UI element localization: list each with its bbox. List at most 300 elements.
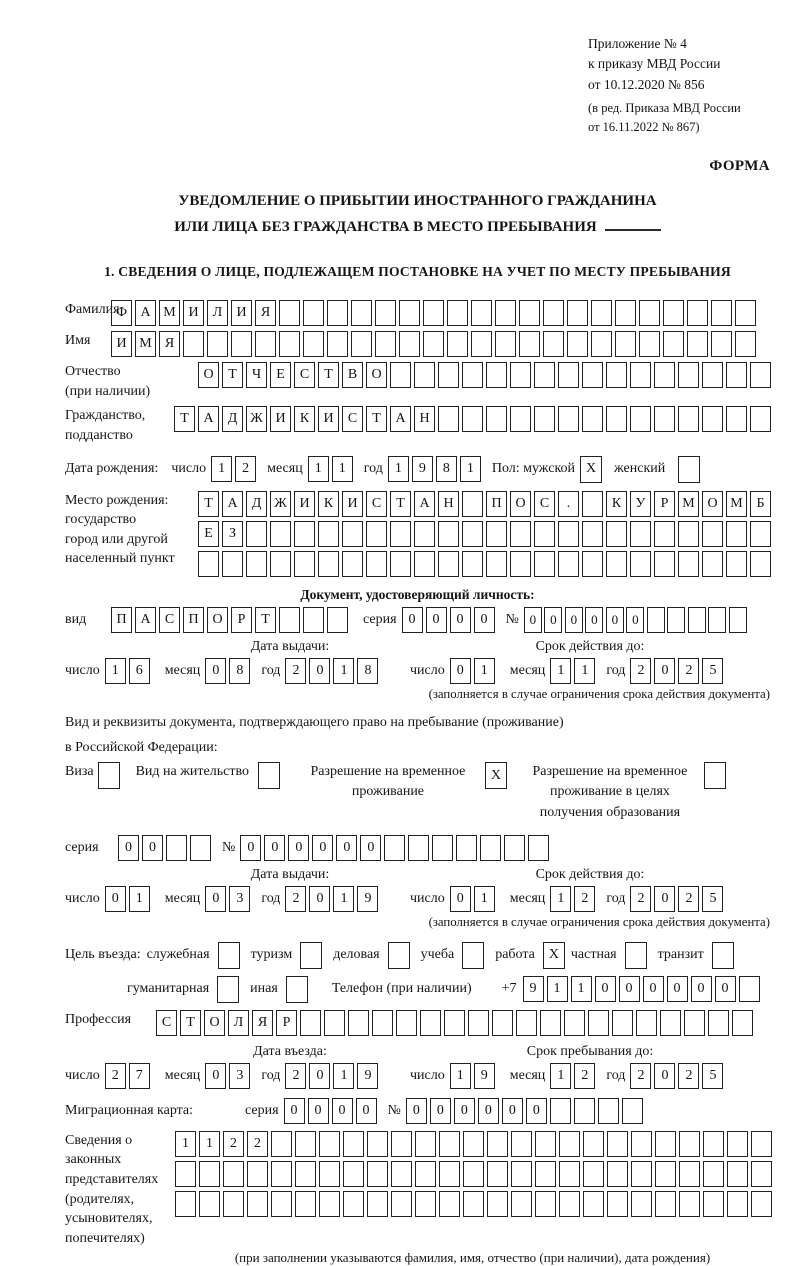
char-box[interactable] (366, 521, 387, 547)
char-box[interactable]: 2 (678, 658, 699, 684)
char-box[interactable] (414, 362, 435, 388)
char-box[interactable]: К (318, 491, 339, 517)
char-box[interactable] (574, 1098, 595, 1124)
char-box[interactable] (343, 1161, 364, 1187)
char-box[interactable]: 0 (667, 976, 688, 1002)
char-box[interactable] (534, 362, 555, 388)
char-box[interactable]: 2 (105, 1063, 126, 1089)
char-box[interactable]: 0 (595, 976, 616, 1002)
char-box[interactable] (294, 521, 315, 547)
char-box[interactable]: 8 (436, 456, 457, 482)
char-box[interactable]: 1 (547, 976, 568, 1002)
char-box[interactable] (607, 1191, 628, 1217)
char-box[interactable]: 0 (691, 976, 712, 1002)
char-box[interactable] (295, 1191, 316, 1217)
char-box[interactable]: 2 (574, 1063, 595, 1089)
char-box[interactable]: 0 (565, 607, 583, 633)
char-box[interactable] (582, 362, 603, 388)
char-box[interactable] (279, 331, 300, 357)
char-box[interactable] (414, 551, 435, 577)
char-box[interactable] (327, 331, 348, 357)
char-box[interactable] (631, 1161, 652, 1187)
char-box[interactable] (735, 331, 756, 357)
char-box[interactable] (535, 1161, 556, 1187)
char-box[interactable] (678, 406, 699, 432)
char-box[interactable] (591, 331, 612, 357)
char-box[interactable]: 0 (654, 886, 675, 912)
char-box[interactable]: 0 (360, 835, 381, 861)
char-box[interactable]: О (207, 607, 228, 633)
char-box[interactable]: 1 (333, 1063, 354, 1089)
char-box[interactable] (598, 1098, 619, 1124)
char-box[interactable] (303, 331, 324, 357)
char-box[interactable] (687, 331, 708, 357)
char-box[interactable]: А (135, 300, 156, 326)
char-box[interactable]: С (342, 406, 363, 432)
char-box[interactable] (462, 521, 483, 547)
char-box[interactable] (630, 521, 651, 547)
char-box[interactable] (447, 331, 468, 357)
char-box[interactable]: 0 (205, 658, 226, 684)
char-box[interactable] (687, 300, 708, 326)
char-box[interactable]: С (159, 607, 180, 633)
char-box[interactable] (463, 1131, 484, 1157)
char-box[interactable] (636, 1010, 657, 1036)
char-box[interactable]: 9 (357, 886, 378, 912)
char-box[interactable] (558, 362, 579, 388)
char-box[interactable] (175, 1191, 196, 1217)
char-box[interactable]: 2 (285, 886, 306, 912)
char-box[interactable] (543, 331, 564, 357)
char-box[interactable]: 1 (333, 886, 354, 912)
char-box[interactable] (415, 1161, 436, 1187)
char-box[interactable]: 0 (264, 835, 285, 861)
char-box[interactable] (207, 331, 228, 357)
char-box[interactable] (564, 1010, 585, 1036)
char-box[interactable] (415, 1131, 436, 1157)
char-box[interactable] (343, 1191, 364, 1217)
char-box[interactable] (558, 406, 579, 432)
char-box[interactable]: 0 (654, 658, 675, 684)
char-box[interactable] (492, 1010, 513, 1036)
char-box[interactable] (750, 521, 771, 547)
char-box[interactable]: 2 (285, 658, 306, 684)
char-box[interactable] (567, 300, 588, 326)
char-box[interactable] (390, 521, 411, 547)
char-box[interactable]: 0 (118, 835, 139, 861)
char-box[interactable] (463, 1161, 484, 1187)
char-box[interactable]: И (183, 300, 204, 326)
char-box[interactable]: О (366, 362, 387, 388)
char-box[interactable] (414, 521, 435, 547)
char-box[interactable]: 1 (388, 456, 409, 482)
char-box[interactable]: 2 (247, 1131, 268, 1157)
char-box[interactable] (534, 551, 555, 577)
char-box[interactable]: 1 (474, 886, 495, 912)
char-box[interactable] (606, 406, 627, 432)
char-box[interactable]: 0 (205, 886, 226, 912)
char-box[interactable]: 1 (308, 456, 329, 482)
char-box[interactable] (462, 406, 483, 432)
char-box[interactable]: 1 (571, 976, 592, 1002)
char-box[interactable]: Т (255, 607, 276, 633)
char-box[interactable]: Ч (246, 362, 267, 388)
char-box[interactable] (559, 1161, 580, 1187)
char-box[interactable] (558, 521, 579, 547)
char-box[interactable]: В (342, 362, 363, 388)
char-box[interactable] (703, 1161, 724, 1187)
char-box[interactable] (183, 331, 204, 357)
purpose-business-trip-checkbox[interactable] (218, 942, 240, 969)
char-box[interactable] (270, 551, 291, 577)
char-box[interactable] (511, 1191, 532, 1217)
char-box[interactable]: П (111, 607, 132, 633)
char-box[interactable] (247, 1191, 268, 1217)
char-box[interactable]: 3 (229, 886, 250, 912)
char-box[interactable] (279, 607, 300, 633)
char-box[interactable] (367, 1161, 388, 1187)
char-box[interactable]: 2 (630, 658, 651, 684)
char-box[interactable] (384, 835, 405, 861)
char-box[interactable]: 2 (235, 456, 256, 482)
char-box[interactable]: 8 (229, 658, 250, 684)
char-box[interactable]: 0 (450, 886, 471, 912)
char-box[interactable]: 0 (502, 1098, 523, 1124)
char-box[interactable]: Ж (246, 406, 267, 432)
char-box[interactable] (420, 1010, 441, 1036)
char-box[interactable]: Т (222, 362, 243, 388)
char-box[interactable]: 1 (450, 1063, 471, 1089)
char-box[interactable] (708, 1010, 729, 1036)
char-box[interactable] (351, 331, 372, 357)
temp-residence-education-checkbox[interactable] (704, 762, 726, 789)
char-box[interactable] (480, 835, 501, 861)
char-box[interactable] (583, 1161, 604, 1187)
char-box[interactable]: М (135, 331, 156, 357)
char-box[interactable] (415, 1191, 436, 1217)
char-box[interactable]: Я (255, 300, 276, 326)
char-box[interactable] (582, 521, 603, 547)
char-box[interactable] (438, 521, 459, 547)
char-box[interactable]: 0 (430, 1098, 451, 1124)
char-box[interactable]: И (231, 300, 252, 326)
char-box[interactable]: 1 (332, 456, 353, 482)
char-box[interactable] (438, 551, 459, 577)
char-box[interactable] (487, 1191, 508, 1217)
char-box[interactable] (630, 362, 651, 388)
char-box[interactable]: 0 (450, 658, 471, 684)
char-box[interactable] (342, 521, 363, 547)
char-box[interactable]: И (318, 406, 339, 432)
char-box[interactable] (372, 1010, 393, 1036)
char-box[interactable] (399, 300, 420, 326)
char-box[interactable]: Т (198, 491, 219, 517)
char-box[interactable] (510, 521, 531, 547)
char-box[interactable] (702, 362, 723, 388)
char-box[interactable]: С (156, 1010, 177, 1036)
char-box[interactable] (486, 406, 507, 432)
char-box[interactable] (391, 1191, 412, 1217)
char-box[interactable] (751, 1161, 772, 1187)
char-box[interactable] (663, 331, 684, 357)
char-box[interactable] (654, 551, 675, 577)
char-box[interactable]: 0 (454, 1098, 475, 1124)
char-box[interactable]: Т (318, 362, 339, 388)
char-box[interactable] (679, 1131, 700, 1157)
char-box[interactable] (663, 300, 684, 326)
char-box[interactable] (750, 551, 771, 577)
char-box[interactable]: К (606, 491, 627, 517)
char-box[interactable]: 9 (357, 1063, 378, 1089)
char-box[interactable]: 2 (678, 886, 699, 912)
char-box[interactable] (534, 521, 555, 547)
char-box[interactable] (246, 551, 267, 577)
char-box[interactable] (486, 362, 507, 388)
char-box[interactable]: 1 (474, 658, 495, 684)
char-box[interactable] (510, 551, 531, 577)
char-box[interactable]: Я (252, 1010, 273, 1036)
char-box[interactable] (495, 300, 516, 326)
char-box[interactable] (708, 607, 726, 633)
char-box[interactable]: И (111, 331, 132, 357)
char-box[interactable] (271, 1131, 292, 1157)
char-box[interactable] (519, 300, 540, 326)
char-box[interactable] (559, 1131, 580, 1157)
char-box[interactable]: 1 (550, 658, 571, 684)
char-box[interactable]: 0 (450, 607, 471, 633)
char-box[interactable] (630, 406, 651, 432)
char-box[interactable] (510, 406, 531, 432)
char-box[interactable]: 1 (199, 1131, 220, 1157)
purpose-private-checkbox[interactable] (625, 942, 647, 969)
char-box[interactable] (342, 551, 363, 577)
char-box[interactable] (399, 331, 420, 357)
char-box[interactable] (519, 331, 540, 357)
char-box[interactable]: Ж (270, 491, 291, 517)
char-box[interactable] (487, 1161, 508, 1187)
char-box[interactable]: Б (750, 491, 771, 517)
char-box[interactable] (660, 1010, 681, 1036)
temp-residence-checkbox[interactable]: X (485, 762, 507, 789)
char-box[interactable]: Д (246, 491, 267, 517)
char-box[interactable]: 0 (309, 1063, 330, 1089)
char-box[interactable] (319, 1161, 340, 1187)
char-box[interactable]: 2 (678, 1063, 699, 1089)
purpose-work-checkbox[interactable]: X (543, 942, 565, 969)
char-box[interactable]: 6 (129, 658, 150, 684)
char-box[interactable]: Л (228, 1010, 249, 1036)
char-box[interactable] (591, 300, 612, 326)
char-box[interactable] (390, 362, 411, 388)
char-box[interactable]: 5 (702, 886, 723, 912)
char-box[interactable] (511, 1161, 532, 1187)
char-box[interactable]: 7 (129, 1063, 150, 1089)
char-box[interactable] (375, 300, 396, 326)
char-box[interactable] (535, 1131, 556, 1157)
char-box[interactable] (444, 1010, 465, 1036)
char-box[interactable] (318, 521, 339, 547)
char-box[interactable] (726, 521, 747, 547)
char-box[interactable] (462, 362, 483, 388)
char-box[interactable]: И (270, 406, 291, 432)
char-box[interactable] (199, 1161, 220, 1187)
char-box[interactable]: 2 (285, 1063, 306, 1089)
char-box[interactable]: И (342, 491, 363, 517)
char-box[interactable]: Н (438, 491, 459, 517)
char-box[interactable] (679, 1161, 700, 1187)
char-box[interactable]: 0 (356, 1098, 377, 1124)
char-box[interactable]: 0 (715, 976, 736, 1002)
char-box[interactable]: 2 (223, 1131, 244, 1157)
char-box[interactable] (622, 1098, 643, 1124)
char-box[interactable]: 0 (626, 607, 644, 633)
char-box[interactable] (654, 521, 675, 547)
char-box[interactable] (351, 300, 372, 326)
char-box[interactable] (438, 406, 459, 432)
char-box[interactable]: 0 (643, 976, 664, 1002)
char-box[interactable]: П (183, 607, 204, 633)
char-box[interactable] (396, 1010, 417, 1036)
char-box[interactable]: М (678, 491, 699, 517)
char-box[interactable] (583, 1131, 604, 1157)
char-box[interactable] (271, 1191, 292, 1217)
char-box[interactable]: А (390, 406, 411, 432)
purpose-tourism-checkbox[interactable] (300, 942, 322, 969)
char-box[interactable]: 2 (630, 886, 651, 912)
char-box[interactable] (654, 362, 675, 388)
purpose-business-checkbox[interactable] (388, 942, 410, 969)
char-box[interactable]: 2 (630, 1063, 651, 1089)
char-box[interactable] (528, 835, 549, 861)
char-box[interactable]: Н (414, 406, 435, 432)
char-box[interactable]: О (510, 491, 531, 517)
char-box[interactable] (729, 607, 747, 633)
char-box[interactable] (231, 331, 252, 357)
char-box[interactable] (510, 362, 531, 388)
char-box[interactable] (246, 521, 267, 547)
char-box[interactable]: И (294, 491, 315, 517)
char-box[interactable] (615, 331, 636, 357)
char-box[interactable]: 0 (402, 607, 423, 633)
char-box[interactable] (612, 1010, 633, 1036)
char-box[interactable]: С (534, 491, 555, 517)
char-box[interactable]: 0 (478, 1098, 499, 1124)
char-box[interactable] (726, 551, 747, 577)
char-box[interactable] (631, 1131, 652, 1157)
char-box[interactable] (655, 1191, 676, 1217)
char-box[interactable] (222, 551, 243, 577)
char-box[interactable] (684, 1010, 705, 1036)
char-box[interactable] (726, 362, 747, 388)
char-box[interactable] (348, 1010, 369, 1036)
char-box[interactable] (583, 1191, 604, 1217)
char-box[interactable]: Т (180, 1010, 201, 1036)
char-box[interactable] (175, 1161, 196, 1187)
char-box[interactable] (606, 362, 627, 388)
char-box[interactable] (166, 835, 187, 861)
char-box[interactable] (582, 491, 603, 517)
char-box[interactable] (678, 551, 699, 577)
char-box[interactable] (732, 1010, 753, 1036)
char-box[interactable] (300, 1010, 321, 1036)
char-box[interactable]: Я (159, 331, 180, 357)
char-box[interactable]: 0 (526, 1098, 547, 1124)
char-box[interactable] (432, 835, 453, 861)
char-box[interactable] (558, 551, 579, 577)
char-box[interactable]: 1 (333, 658, 354, 684)
char-box[interactable]: 5 (702, 1063, 723, 1089)
char-box[interactable]: 0 (336, 835, 357, 861)
char-box[interactable]: С (294, 362, 315, 388)
char-box[interactable]: О (702, 491, 723, 517)
char-box[interactable] (534, 406, 555, 432)
char-box[interactable] (408, 835, 429, 861)
char-box[interactable] (198, 551, 219, 577)
char-box[interactable]: 0 (308, 1098, 329, 1124)
char-box[interactable] (471, 300, 492, 326)
char-box[interactable]: 3 (229, 1063, 250, 1089)
purpose-study-checkbox[interactable] (462, 942, 484, 969)
char-box[interactable]: 1 (105, 658, 126, 684)
char-box[interactable] (223, 1191, 244, 1217)
char-box[interactable]: У (630, 491, 651, 517)
char-box[interactable] (654, 406, 675, 432)
char-box[interactable] (702, 521, 723, 547)
char-box[interactable]: М (159, 300, 180, 326)
char-box[interactable] (739, 976, 760, 1002)
char-box[interactable] (375, 331, 396, 357)
char-box[interactable]: Р (654, 491, 675, 517)
char-box[interactable]: 0 (205, 1063, 226, 1089)
char-box[interactable] (390, 551, 411, 577)
char-box[interactable] (190, 835, 211, 861)
char-box[interactable]: А (135, 607, 156, 633)
char-box[interactable] (486, 521, 507, 547)
char-box[interactable] (582, 406, 603, 432)
char-box[interactable] (727, 1161, 748, 1187)
char-box[interactable] (294, 551, 315, 577)
char-box[interactable] (679, 1191, 700, 1217)
char-box[interactable]: 0 (105, 886, 126, 912)
char-box[interactable]: Р (276, 1010, 297, 1036)
char-box[interactable]: К (294, 406, 315, 432)
char-box[interactable] (703, 1191, 724, 1217)
residence-permit-checkbox[interactable] (258, 762, 280, 789)
char-box[interactable] (223, 1161, 244, 1187)
purpose-transit-checkbox[interactable] (712, 942, 734, 969)
char-box[interactable]: 0 (606, 607, 624, 633)
char-box[interactable]: 2 (574, 886, 595, 912)
char-box[interactable] (391, 1131, 412, 1157)
char-box[interactable]: 1 (460, 456, 481, 482)
char-box[interactable]: З (222, 521, 243, 547)
char-box[interactable]: Ф (111, 300, 132, 326)
char-box[interactable] (606, 521, 627, 547)
char-box[interactable]: Т (390, 491, 411, 517)
char-box[interactable] (647, 607, 665, 633)
char-box[interactable]: Т (366, 406, 387, 432)
char-box[interactable] (487, 1131, 508, 1157)
char-box[interactable] (462, 491, 483, 517)
char-box[interactable] (318, 551, 339, 577)
char-box[interactable] (247, 1161, 268, 1187)
char-box[interactable] (540, 1010, 561, 1036)
char-box[interactable] (727, 1131, 748, 1157)
char-box[interactable]: 1 (574, 658, 595, 684)
sex-male-checkbox[interactable]: X (580, 456, 602, 483)
char-box[interactable]: Л (207, 300, 228, 326)
char-box[interactable] (279, 300, 300, 326)
